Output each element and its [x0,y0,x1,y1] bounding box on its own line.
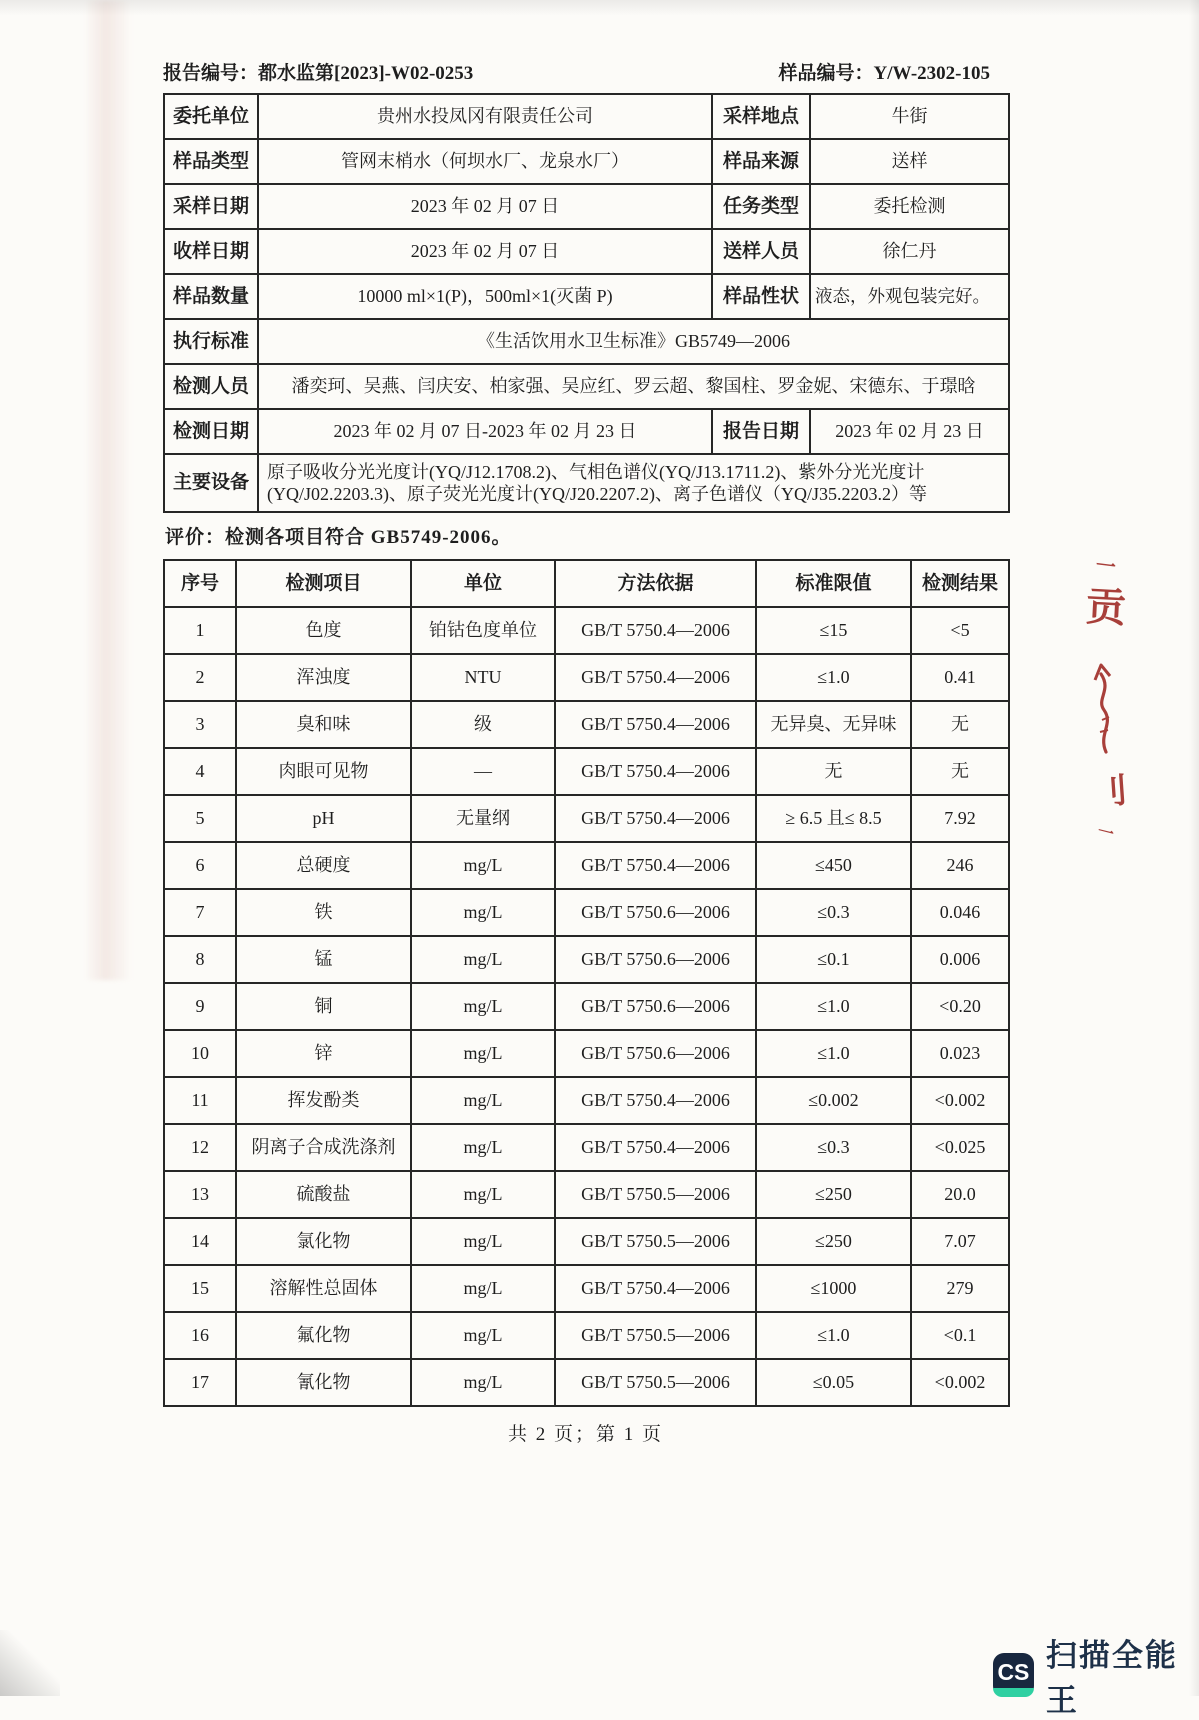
results-row [164,607,1009,654]
scan-edge-top [0,0,1199,16]
results-row [164,654,1009,701]
results-row [164,983,1009,1030]
results-cell: ≤0.3 [756,889,911,936]
results-cell: GB/T 5750.5—2006 [555,1218,756,1265]
results-cell: mg/L [411,1359,555,1406]
results-cell: 无量纲 [411,795,555,842]
info-value-cell: 牛街 [810,94,1009,139]
info-value-cell: 潘奕珂、吴燕、闫庆安、柏家强、吴应红、罗云超、黎国柱、罗金妮、宋德东、于璟晗 [258,364,1009,409]
results-row [164,1171,1009,1218]
sample-info-table [163,93,1010,513]
info-label-cell: 执行标准 [164,319,258,364]
scan-corner-shadow [0,1630,60,1696]
results-cell: mg/L [411,1124,555,1171]
results-cell: 氟化物 [236,1312,411,1359]
test-results-table [163,559,1010,1407]
results-cell: GB/T 5750.4—2006 [555,1265,756,1312]
results-cell: mg/L [411,1312,555,1359]
results-row [164,842,1009,889]
results-cell: ≤250 [756,1218,911,1265]
info-value-cell: 《生活饮用水卫生标准》GB5749—2006 [258,319,1009,364]
results-cell: GB/T 5750.4—2006 [555,795,756,842]
results-cell: 色度 [236,607,411,654]
info-value-cell: 徐仁丹 [810,229,1009,274]
results-cell: GB/T 5750.6—2006 [555,1030,756,1077]
results-cell: 浑浊度 [236,654,411,701]
info-value-cell: 2023 年 02 月 07 日-2023 年 02 月 23 日 [258,409,712,454]
results-cell: mg/L [411,1171,555,1218]
info-label-cell: 收样日期 [164,229,258,274]
results-header-row [164,560,1009,607]
results-cell: 锰 [236,936,411,983]
results-cell: 3 [164,701,236,748]
results-cell: GB/T 5750.6—2006 [555,936,756,983]
sample-number: 样品编号：Y/W-2302-105 [778,63,990,84]
results-cell: 12 [164,1124,236,1171]
results-cell: ≤0.1 [756,936,911,983]
results-cell: 16 [164,1312,236,1359]
results-cell: 1 [164,607,236,654]
results-row [164,1218,1009,1265]
results-cell: pH [236,795,411,842]
results-cell: GB/T 5750.4—2006 [555,607,756,654]
info-label-cell: 采样日期 [164,184,258,229]
results-cell: 14 [164,1218,236,1265]
results-cell: 6 [164,842,236,889]
results-cell: 7 [164,889,236,936]
results-header-cell: 检测结果 [911,560,1009,607]
results-cell: 铜 [236,983,411,1030]
info-label-cell: 任务类型 [712,184,810,229]
info-row [164,454,1009,512]
results-cell: GB/T 5750.5—2006 [555,1312,756,1359]
info-label-cell: 样品来源 [712,139,810,184]
results-row [164,936,1009,983]
info-row [164,319,1009,364]
results-cell: 溶解性总固体 [236,1265,411,1312]
info-value-cell: 液态，外观包装完好。 [810,274,1009,319]
results-row [164,1359,1009,1406]
report-number: 报告编号：都水监第[2023]-W02-0253 [163,63,474,84]
results-cell: ≤1000 [756,1265,911,1312]
results-cell: <0.002 [911,1077,1009,1124]
results-cell: mg/L [411,1265,555,1312]
info-value-cell: 原子吸收分光光度计(YQ/J12.1708.2)、气相色谱仪(YQ/J13.1711.2)、紫外分光光度计(YQ/J02.2203.3)、原子荧光光度计(YQ/J20.2207.2)、离子色谱仪（YQ/J35.2203.2）等 [258,454,1009,512]
results-cell: GB/T 5750.4—2006 [555,701,756,748]
info-label-cell: 检测人员 [164,364,258,409]
seal-character: 一 [1095,823,1116,844]
results-header-cell: 检测项目 [236,560,411,607]
results-cell: 总硬度 [236,842,411,889]
info-value-cell: 送样 [810,139,1009,184]
seal-character: 一 [1094,554,1117,580]
results-cell: GB/T 5750.4—2006 [555,1124,756,1171]
info-label-cell: 样品类型 [164,139,258,184]
results-cell: 硫酸盐 [236,1171,411,1218]
info-value-cell: 委托检测 [810,184,1009,229]
results-header-cell: 序号 [164,560,236,607]
info-value-cell: 贵州水投凤冈有限责任公司 [258,94,712,139]
results-cell: 11 [164,1077,236,1124]
results-cell: mg/L [411,1218,555,1265]
seal-character: 刂 [1093,772,1130,813]
results-cell: ≤450 [756,842,911,889]
results-row [164,1124,1009,1171]
results-cell: GB/T 5750.4—2006 [555,842,756,889]
results-cell: 铁 [236,889,411,936]
results-cell: GB/T 5750.4—2006 [555,654,756,701]
info-row [164,364,1009,409]
results-cell: 8 [164,936,236,983]
red-seal-fragments [1080,552,1132,852]
results-cell: ≥ 6.5 且≤ 8.5 [756,795,911,842]
results-cell: 13 [164,1171,236,1218]
results-cell: ≤0.05 [756,1359,911,1406]
results-cell: ≤0.002 [756,1077,911,1124]
info-row [164,184,1009,229]
results-cell: <0.1 [911,1312,1009,1359]
results-cell: ≤1.0 [756,983,911,1030]
info-value-cell: 管网末梢水（何坝水厂、龙泉水厂） [258,139,712,184]
results-cell: GB/T 5750.5—2006 [555,1171,756,1218]
page-footer: 共 2 页；第 1 页 [507,1424,663,1445]
results-cell: GB/T 5750.4—2006 [555,1077,756,1124]
results-cell: mg/L [411,936,555,983]
results-cell: <0.002 [911,1359,1009,1406]
scan-edge-right [1189,0,1199,1696]
results-row [164,1265,1009,1312]
info-label-cell: 采样地点 [712,94,810,139]
results-cell: 级 [411,701,555,748]
results-cell: 无 [911,748,1009,795]
results-cell: ≤250 [756,1171,911,1218]
results-cell: 阴离子合成洗涤剂 [236,1124,411,1171]
scanned-report-page [163,58,1008,1446]
results-row [164,889,1009,936]
results-row [164,1312,1009,1359]
info-row [164,409,1009,454]
results-cell: NTU [411,654,555,701]
camscanner-label: 扫描全能王 [1045,1638,1178,1718]
results-header-cell: 单位 [411,560,555,607]
results-cell: 246 [911,842,1009,889]
results-cell: 0.41 [911,654,1009,701]
info-row [164,139,1009,184]
results-cell: <5 [911,607,1009,654]
info-label-cell: 主要设备 [164,454,258,512]
info-row [164,94,1009,139]
results-cell: 17 [164,1359,236,1406]
results-cell: ≤0.3 [756,1124,911,1171]
scan-shadow-streak [84,0,132,980]
seal-scribble-icon [1088,660,1122,756]
info-label-cell: 检测日期 [164,409,258,454]
results-cell: mg/L [411,1030,555,1077]
results-cell: GB/T 5750.6—2006 [555,983,756,1030]
results-cell: 氰化物 [236,1359,411,1406]
results-cell: 7.07 [911,1218,1009,1265]
results-cell: mg/L [411,842,555,889]
results-row [164,748,1009,795]
results-cell: 无 [911,701,1009,748]
results-cell: 15 [164,1265,236,1312]
results-header-cell: 标准限值 [756,560,911,607]
evaluation-line: 评价：检测各项目符合 GB5749-2006。 [165,527,512,548]
results-cell: 无异臭、无异味 [756,701,911,748]
results-cell: 5 [164,795,236,842]
results-cell: 7.92 [911,795,1009,842]
info-value-cell: 2023 年 02 月 23 日 [810,409,1009,454]
results-cell: ≤1.0 [756,1030,911,1077]
results-cell: 0.046 [911,889,1009,936]
results-cell: mg/L [411,889,555,936]
results-header-cell: 方法依据 [555,560,756,607]
info-label-cell: 送样人员 [712,229,810,274]
results-row [164,795,1009,842]
results-cell: 10 [164,1030,236,1077]
results-row [164,1077,1009,1124]
results-cell: 臭和味 [236,701,411,748]
results-cell: 肉眼可见物 [236,748,411,795]
results-cell: — [411,748,555,795]
info-value-cell: 2023 年 02 月 07 日 [258,184,712,229]
results-cell: ≤15 [756,607,911,654]
results-cell: ≤1.0 [756,654,911,701]
info-row [164,274,1009,319]
results-cell: <0.20 [911,983,1009,1030]
results-cell: 20.0 [911,1171,1009,1218]
results-cell: 氯化物 [236,1218,411,1265]
results-cell: 4 [164,748,236,795]
info-value-cell: 2023 年 02 月 07 日 [258,229,712,274]
info-label-cell: 样品数量 [164,274,258,319]
results-cell: 279 [911,1265,1009,1312]
results-cell: GB/T 5750.6—2006 [555,889,756,936]
info-label-cell: 样品性状 [712,274,810,319]
results-cell: 2 [164,654,236,701]
seal-character: 贡 [1084,583,1127,632]
results-row [164,1030,1009,1077]
info-label-cell: 报告日期 [712,409,810,454]
results-cell: 铂钴色度单位 [411,607,555,654]
info-row [164,229,1009,274]
results-cell: GB/T 5750.4—2006 [555,748,756,795]
results-cell: 9 [164,983,236,1030]
info-label-cell: 委托单位 [164,94,258,139]
results-cell: 挥发酚类 [236,1077,411,1124]
results-cell: GB/T 5750.5—2006 [555,1359,756,1406]
results-cell: 锌 [236,1030,411,1077]
results-cell: ≤1.0 [756,1312,911,1359]
results-cell: 0.006 [911,936,1009,983]
camscanner-badge-letters: CS [997,1659,1030,1685]
camscanner-logo-icon [993,1653,1034,1697]
document-header [163,58,1008,85]
info-value-cell: 10000 ml×1(P)，500ml×1(灭菌 P) [258,274,712,319]
camscanner-watermark [993,1630,1199,1720]
results-cell: <0.025 [911,1124,1009,1171]
results-cell: 无 [756,748,911,795]
results-row [164,701,1009,748]
results-cell: mg/L [411,1077,555,1124]
results-cell: mg/L [411,983,555,1030]
results-cell: 0.023 [911,1030,1009,1077]
